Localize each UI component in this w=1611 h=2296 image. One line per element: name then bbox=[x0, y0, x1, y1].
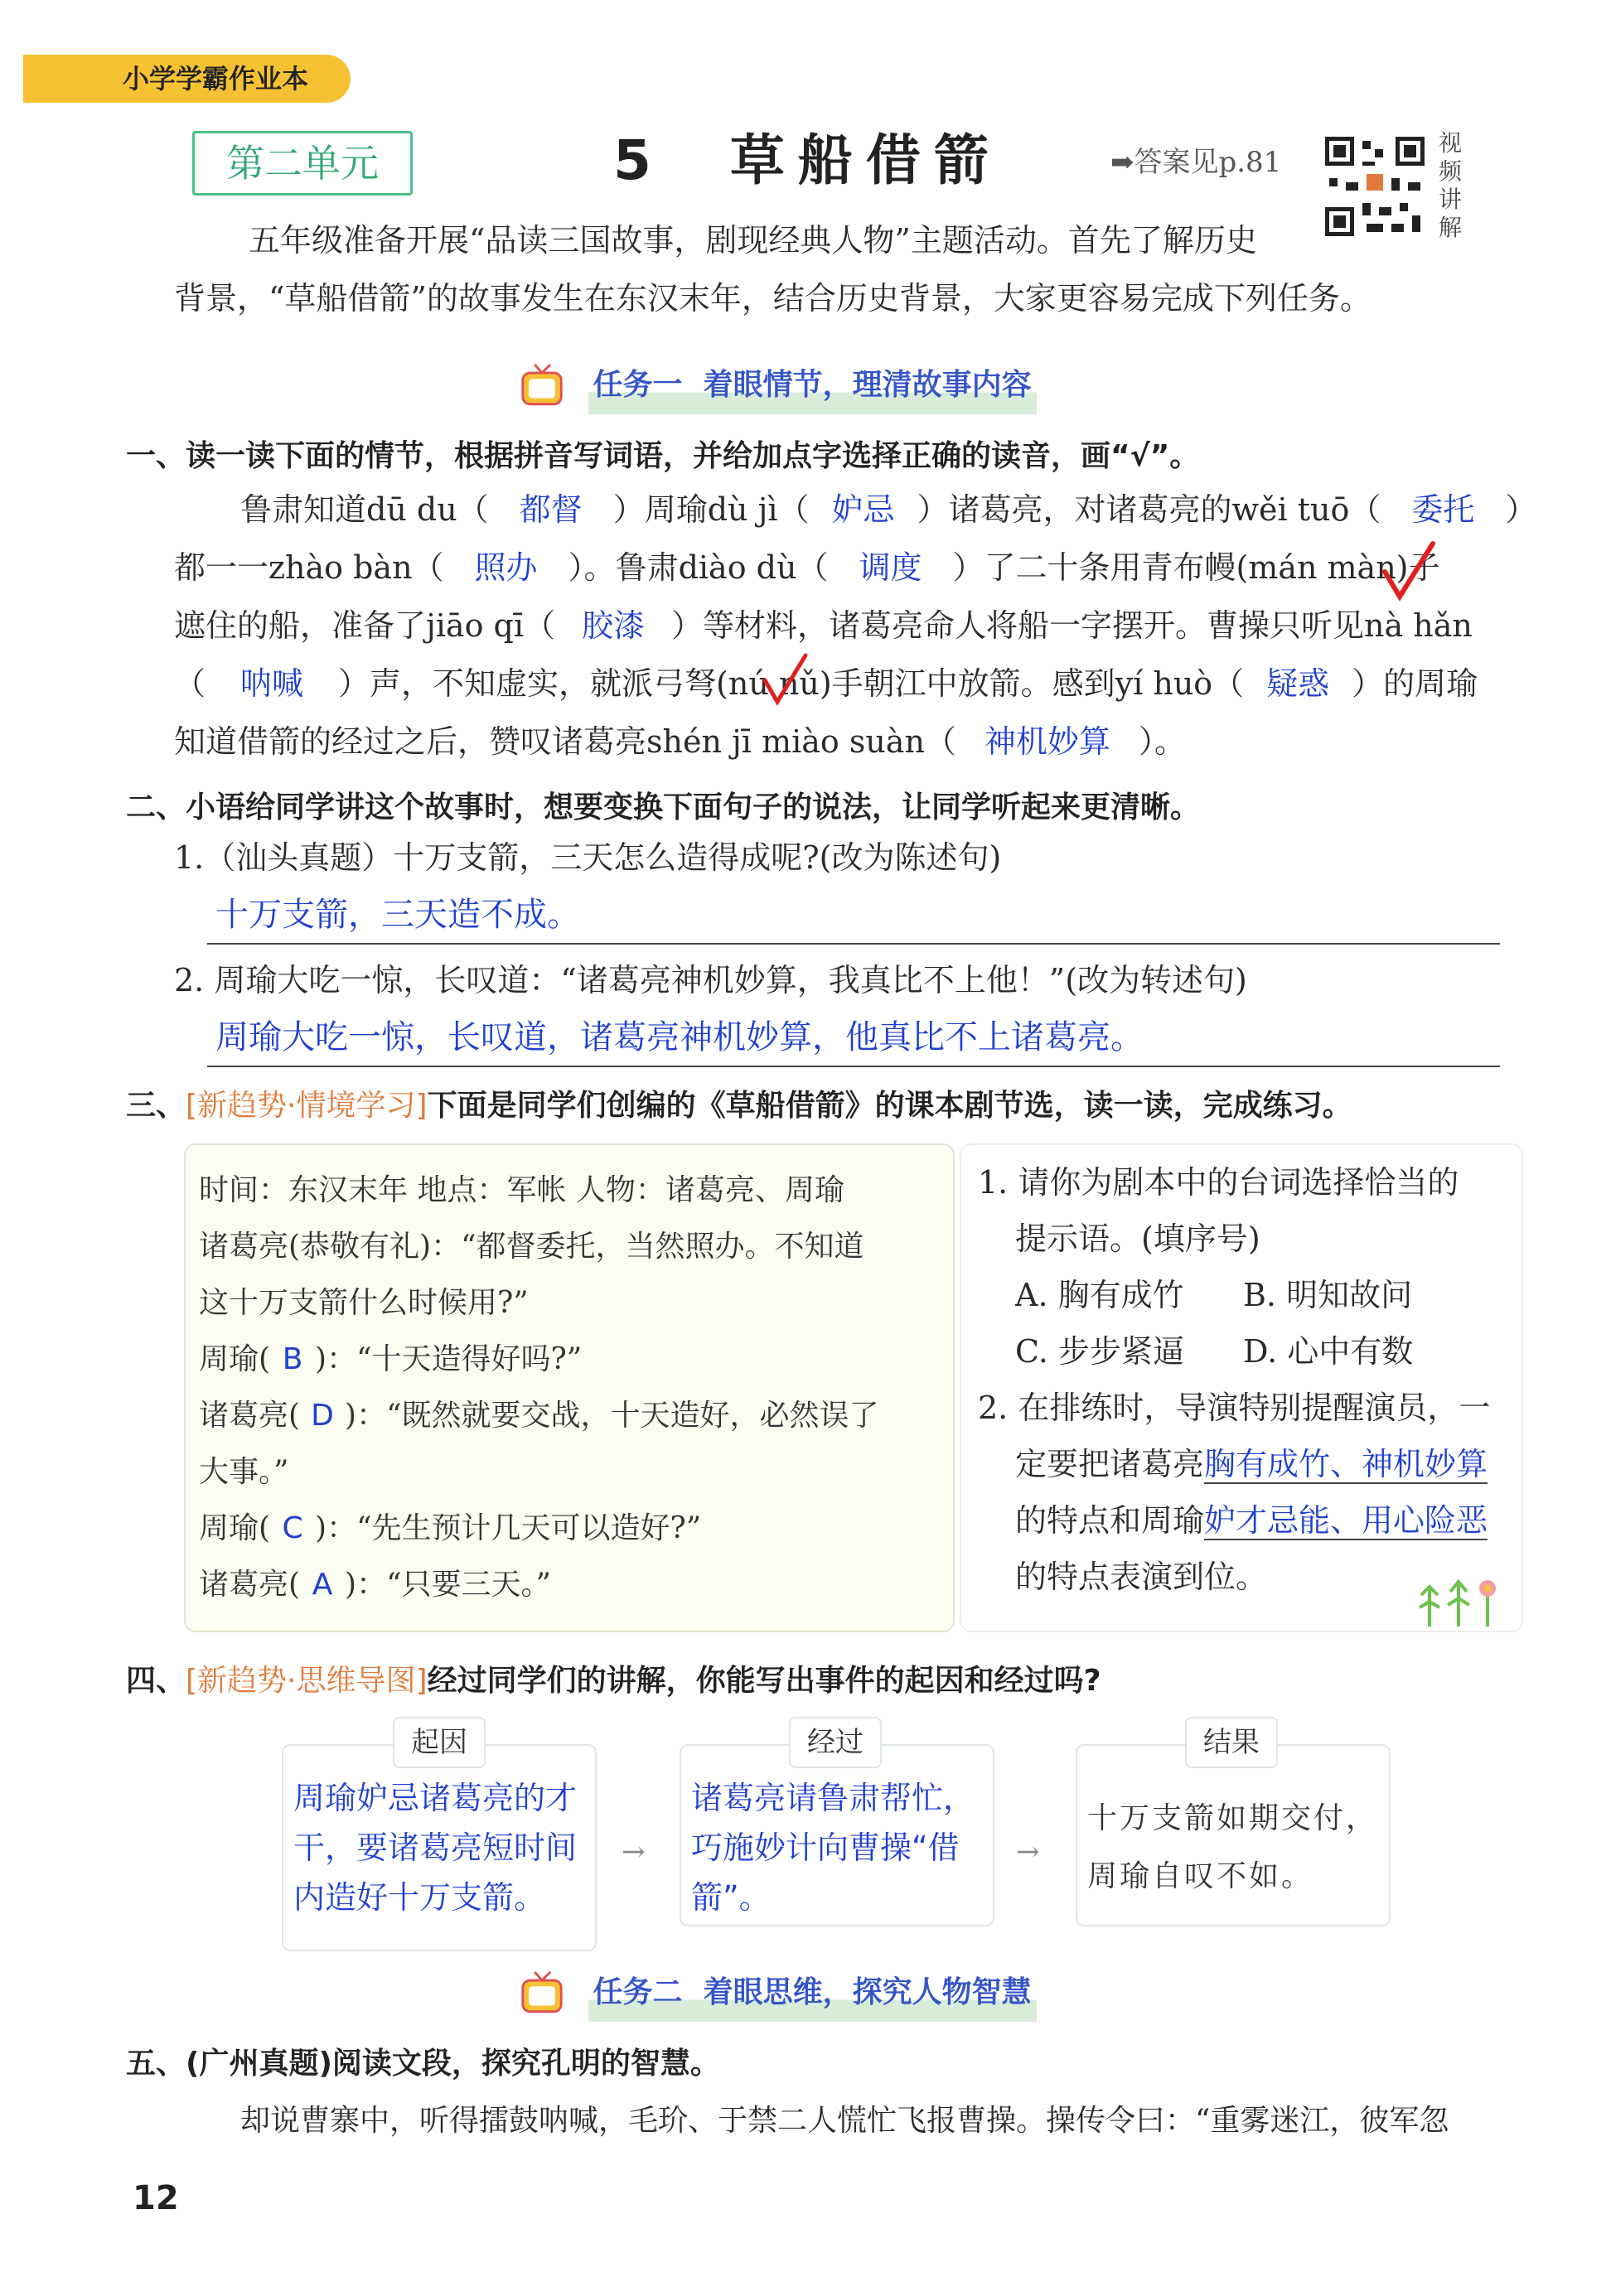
mindmap-process-text: 诸葛亮请鲁肃帮忙，巧施妙计向曹操“借箭”。 bbox=[691, 1780, 975, 1916]
script-line-7: 周瑜( C )：“先生预计几天可以造好?” bbox=[199, 1511, 702, 1545]
tv-icon bbox=[518, 362, 566, 410]
q1-answer-zhaoban: 照办 bbox=[474, 549, 538, 586]
q3-right-p2-a: 2. 在排练时，导演特别提醒演员，一 bbox=[978, 1390, 1491, 1426]
script-line-5: 诸葛亮( D )：“既然就要交战，十天造好，必然误了 bbox=[199, 1399, 879, 1433]
q1-heading: 一、读一读下面的情节，根据拼音写词语，并给加点字选择正确的读音，画“√”。 bbox=[126, 439, 1200, 473]
q3-heading: 三、[新趋势·情境学习]下面是同学们创编的《草船借箭》的课本剧节选，读一读，完成练习。 bbox=[126, 1089, 1352, 1123]
page-number: 12 bbox=[133, 2179, 179, 2217]
mindmap-result-text: 十万支箭如期交付，周瑜自叹不如。 bbox=[1087, 1801, 1379, 1893]
q3-option-b: B. 明知故问 bbox=[1243, 1277, 1413, 1313]
script-excerpt-box bbox=[184, 1143, 955, 1632]
check-mark-icon bbox=[1380, 539, 1438, 605]
q2-answer-1: 十万支箭，三天造不成。 bbox=[215, 896, 580, 934]
q2-sentence-2: 2. 周瑜大吃一惊，长叹道：“诸葛亮神机妙算，我真比不上他！”(改为转述句) bbox=[174, 962, 1247, 998]
script-line-6: 大事。” bbox=[199, 1455, 289, 1489]
q1-line-5: 知道借箭的经过之后，赞叹诸葛亮shén jī miào suàn（ 神机妙算 ）。 bbox=[174, 713, 1186, 771]
lesson-name: 草船借箭 bbox=[729, 128, 1002, 192]
unit-tag: 第二单元 bbox=[192, 131, 413, 196]
answer-reference: ➡答案见p.81 bbox=[1110, 146, 1282, 179]
q1-line-1: 鲁肃知道dū du（ 都督 ）周瑜dù jì（ 妒忌 ）诸葛亮，对诸葛亮的wěi tuō（ 委托 ） bbox=[240, 481, 1536, 539]
task-1-label: 任务一 bbox=[593, 368, 683, 402]
q3-option-a: A. 胸有成竹 bbox=[1015, 1277, 1184, 1313]
q2-answer-line-1 bbox=[207, 885, 1500, 945]
intro-line-2: 背景，“草船借箭”的故事发生在东汉末年，结合历史背景，大家更容易完成下列任务。 bbox=[174, 280, 1372, 317]
intro-line-1: 五年级准备开展“品读三国故事，剧现经典人物”主题活动。首先了解历史 bbox=[249, 222, 1257, 259]
q3-tag: [新趋势·情境学习] bbox=[186, 1089, 428, 1123]
q3-right-p1-a: 1. 请你为剧本中的台词选择恰当的 bbox=[978, 1164, 1459, 1201]
task-1-banner bbox=[518, 356, 1037, 414]
q1-line-3: 遮住的船，准备了jiāo qī（ 胶漆 ）等材料，诸葛亮命人将船一字摆开。曹操只听见nà hǎn bbox=[174, 597, 1473, 655]
q1-line-2: 都一一zhào bàn（ 照办 ）。鲁肃diào dù（ 调度 ）了二十条用青布幔(mán màn)子 bbox=[174, 539, 1440, 597]
mindmap-cause-label: 起因 bbox=[393, 1717, 486, 1768]
arrow-right-icon: → bbox=[1016, 1835, 1040, 1868]
q1-answer-jiaoqi: 胶漆 bbox=[582, 607, 646, 644]
script-answer-4: A bbox=[312, 1568, 333, 1602]
brand-bar: 小学学霸作业本 bbox=[23, 55, 351, 103]
tv-icon bbox=[518, 1970, 566, 2018]
video-explanation-label: 视频讲解 bbox=[1439, 129, 1463, 241]
script-line-2: 诸葛亮(恭敬有礼)：“都督委托，当然照办。不知道 bbox=[199, 1230, 864, 1264]
q5-passage: 却说曹寨中，听得擂鼓呐喊，毛玠、于禁二人慌忙飞报曹操。操传令曰：“重雾迷江，彼军忽 bbox=[240, 2104, 1449, 2138]
lesson-number: 5 bbox=[613, 128, 665, 192]
q1-answer-nahan: 呐喊 bbox=[240, 665, 304, 702]
q1-answer-yihuo: 疑惑 bbox=[1266, 665, 1330, 702]
q4-heading: 四、[新趋势·思维导图]经过同学们的讲解，你能写出事件的起因和经过吗? bbox=[126, 1664, 1101, 1698]
q3-right-p2-d: 的特点表演到位。 bbox=[1015, 1559, 1268, 1595]
q3-option-c: C. 步步紧逼 bbox=[1015, 1333, 1184, 1370]
script-line-8: 诸葛亮( A )：“只要三天。” bbox=[199, 1568, 551, 1602]
task-2-banner bbox=[518, 1964, 1037, 2022]
q1-answer-diaodu: 调度 bbox=[859, 549, 922, 586]
lesson-title bbox=[613, 116, 1044, 199]
plant-decoration-icon bbox=[1413, 1570, 1504, 1628]
q1-answer-dudu: 都督 bbox=[519, 491, 583, 528]
q2-answer-line-2 bbox=[207, 1008, 1500, 1067]
q5-heading: 五、(广州真题)阅读文段，探究孔明的智慧。 bbox=[126, 2047, 720, 2081]
q3-right-p2-b: 定要把诸葛亮胸有成竹、神机妙算 bbox=[1015, 1446, 1488, 1482]
q3-option-d: D. 心中有数 bbox=[1243, 1333, 1414, 1370]
task-1-title: 着眼情节，理清故事内容 bbox=[703, 368, 1032, 402]
q2-answer-2: 周瑜大吃一惊，长叹道，诸葛亮神机妙算，他真比不上诸葛亮。 bbox=[215, 1018, 1144, 1056]
script-line-1: 时间：东汉末年 地点：军帐 人物：诸葛亮、周瑜 bbox=[199, 1173, 844, 1207]
q1-answer-shenjimiaosuan: 神机妙算 bbox=[984, 723, 1110, 760]
qr-code-icon[interactable] bbox=[1321, 133, 1429, 240]
q3-right-p1-b: 提示语。(填序号) bbox=[1015, 1221, 1260, 1257]
script-line-3: 这十万支箭什么时候用?” bbox=[199, 1286, 529, 1320]
task-2-label: 任务二 bbox=[593, 1975, 683, 2009]
q4-tag: [新趋势·思维导图] bbox=[186, 1664, 428, 1698]
q3-answer-zhouyu: 妒才忌能、用心险恶 bbox=[1204, 1502, 1488, 1539]
mindmap-cause-text: 周瑜妒忌诸葛亮的才干，要诸葛亮短时间内造好十万支箭。 bbox=[293, 1780, 578, 1916]
arrow-right-icon: → bbox=[622, 1835, 646, 1868]
check-mark-icon bbox=[761, 650, 810, 708]
mindmap-result-label: 结果 bbox=[1185, 1717, 1278, 1768]
task-2-title: 着眼思维，探究人物智慧 bbox=[703, 1975, 1032, 2009]
q2-sentence-1: 1.（汕头真题）十万支箭，三天怎么造得成呢?(改为陈述句) bbox=[174, 839, 1002, 876]
q2-heading: 二、小语给同学讲这个故事时，想要变换下面句子的说法，让同学听起来更清晰。 bbox=[126, 790, 1201, 824]
q3-answer-zhuge: 胸有成竹、神机妙算 bbox=[1204, 1446, 1488, 1482]
script-answer-2: D bbox=[311, 1399, 334, 1433]
script-line-4: 周瑜( B )：“十天造得好吗?” bbox=[199, 1342, 583, 1376]
script-answer-3: C bbox=[282, 1511, 303, 1545]
mindmap-process-label: 经过 bbox=[789, 1717, 882, 1768]
script-answer-1: B bbox=[282, 1342, 303, 1376]
q1-answer-duji: 妒忌 bbox=[831, 491, 895, 528]
q3-right-p2-c: 的特点和周瑜妒才忌能、用心险恶 bbox=[1015, 1502, 1488, 1539]
q1-answer-weituo: 委托 bbox=[1411, 491, 1475, 528]
q1-line-4: （ 呐喊 ）声，不知虚实，就派弓弩(nú nǔ)手朝江中放箭。感到yí huò（ 疑惑 ）的周瑜 bbox=[174, 655, 1478, 713]
